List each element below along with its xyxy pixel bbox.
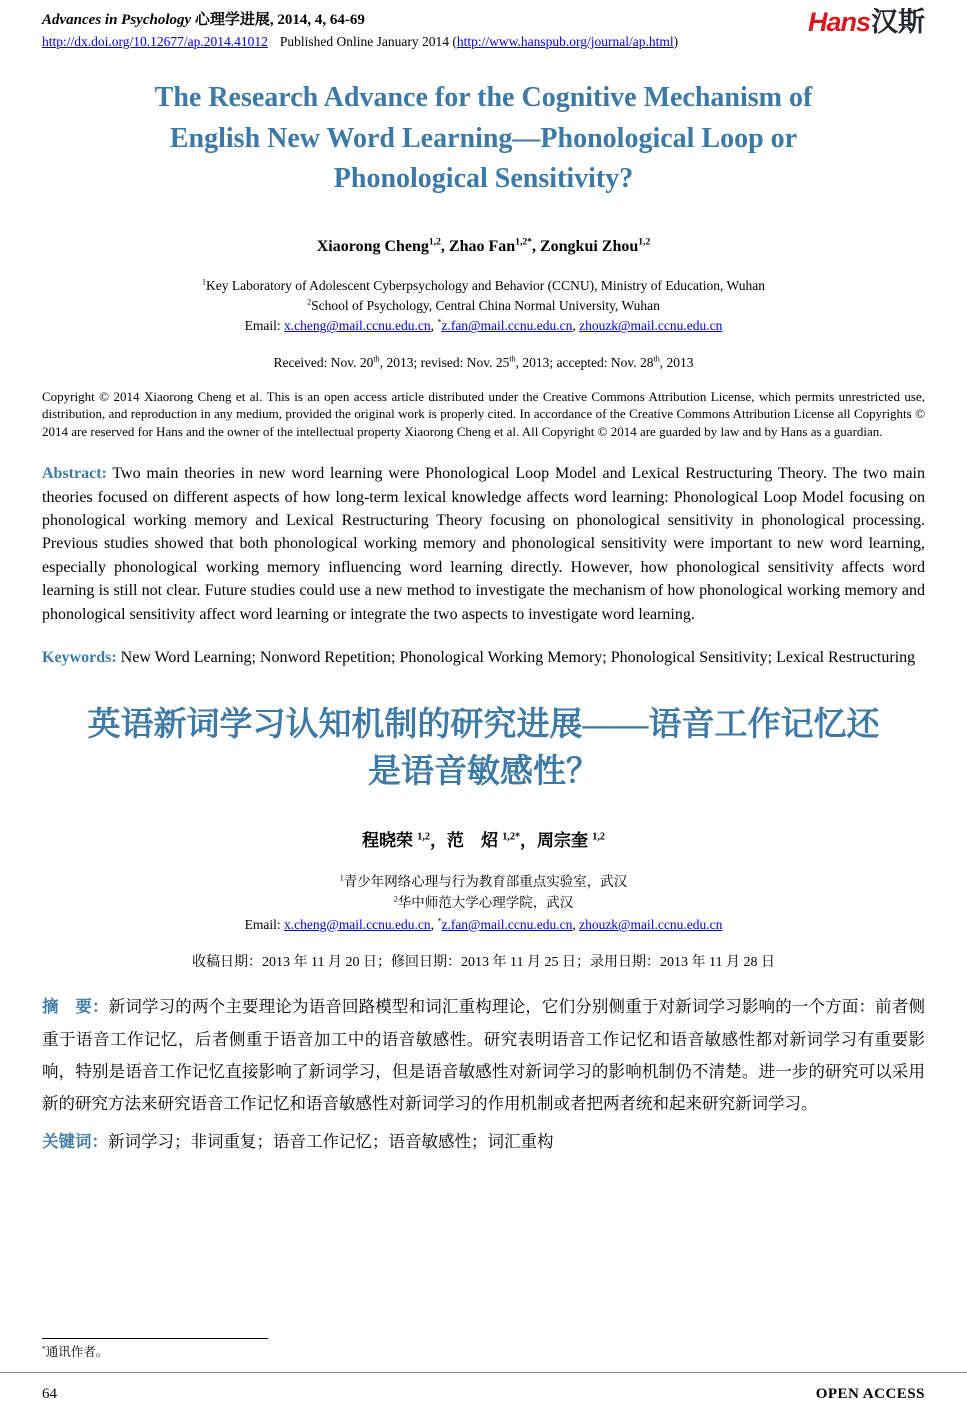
abstract-zh (42, 991, 925, 1120)
footnote-star: * (42, 1343, 46, 1353)
received-dates-zh: 收稿日期：2013 年 11 月 20 日；修回日期：2013 年 11 月 25 日；录用日期：2013 年 11 月 28 日 (192, 955, 775, 971)
abstract-zh-label: 摘 要： (42, 997, 109, 1017)
page-number: 64 (42, 1386, 57, 1402)
email-line-zh (42, 914, 925, 936)
affiliations-zh (42, 871, 925, 936)
affiliation-marker: 2 (307, 297, 312, 307)
published-online-close: ) (673, 34, 679, 49)
email-label: Email: (244, 916, 285, 932)
email-separator: , (430, 318, 438, 334)
email-link-1[interactable]: x.cheng@mail.ccnu.edu.cn (284, 318, 431, 334)
author-name-zh: 范 炤 (446, 830, 503, 850)
affiliation-text: School of Psychology, Central China Normal University, Wuhan (311, 298, 660, 314)
author-name: Zhao Fan (448, 237, 516, 255)
affiliation-zh-1 (42, 871, 925, 893)
email-link-2[interactable]: z.fan@mail.ccnu.edu.cn (441, 916, 573, 932)
hans-logo-chinese: 汉斯 (871, 7, 925, 37)
keywords-zh (42, 1126, 925, 1157)
author-separator: , (440, 237, 449, 255)
author-separator: ， (429, 830, 447, 850)
email-line (42, 316, 925, 336)
email-separator: , (572, 916, 580, 932)
authors-zh (42, 826, 925, 851)
corresponding-author-footnote (42, 1342, 268, 1360)
keywords-zh-text: 新词学习；非词重复；语音工作记忆；语音敏感性；词汇重构 (108, 1132, 554, 1152)
email-separator: , (572, 318, 580, 334)
journal-issue-info: 心理学进展, 2014, 4, 64-69 (194, 12, 365, 28)
author-separator: ， (520, 830, 538, 850)
article-title-zh (42, 702, 925, 796)
author-affiliation-marker: 1,2 (428, 236, 441, 248)
author-name: Zongkui Zhou (539, 237, 639, 255)
author-affiliation-marker: 1,2* (515, 236, 532, 248)
author-affiliation-marker: 1,2 (592, 830, 606, 842)
journal-info (42, 8, 678, 50)
author-affiliation-marker: 1,2 (638, 236, 651, 248)
email-link-3[interactable]: zhouzk@mail.ccnu.edu.cn (579, 916, 723, 932)
author-name-zh: 程晓荣 (361, 830, 418, 850)
affiliation-marker: 2 (393, 894, 398, 904)
keywords-label: Keywords: (42, 648, 117, 666)
affiliation-1 (42, 276, 925, 296)
author-name-zh: 周宗奎 (537, 830, 593, 850)
copyright-notice: Copyright © 2014 Xiaorong Cheng et al. This is an open access article distributed under the Creative Commons Attribution License, which permits unrestricted use, distribution, and reproduction in any medium, provided the original work is properly cited. In accordance of the Creative Commons Attribution License all Copyrights © 2014 are reserved for Hans and the owner of the intellectual property Xiaorong Cheng et al. All Copyright © 2014 are guarded by law and by Hans as a guardian. (42, 388, 925, 440)
title-line-2: English New Word Learning—Phonological Loop or (169, 122, 798, 154)
journal-title: Advances in Psychology (42, 12, 192, 28)
author-separator: , (531, 237, 540, 255)
affiliation-marker: 1 (339, 873, 344, 883)
doi-link[interactable]: http://dx.doi.org/10.12677/ap.2014.41012 (42, 34, 268, 49)
author-name: Xiaorong Cheng (316, 237, 429, 255)
author-affiliation-marker: 1,2 (417, 830, 430, 842)
keywords-zh-label: 关键词： (42, 1132, 108, 1152)
affiliation-2 (42, 296, 925, 316)
keywords-en (42, 646, 925, 670)
author-affiliation-marker: 1,2* (502, 830, 521, 842)
keywords-text: New Word Learning; Nonword Repetition; Phonological Working Memory; Phonological Sensitivity; Lexical Restructuring (116, 648, 916, 666)
affiliation-zh-2 (42, 892, 925, 914)
authors-en (42, 238, 925, 256)
title-zh-line-2: 是语音敏感性？ (368, 753, 599, 790)
title-line-3: Phonological Sensitivity? (333, 163, 634, 195)
title-line-1: The Research Advance for the Cognitive Mechanism of (154, 82, 813, 113)
hans-logo (808, 8, 925, 38)
abstract-en (42, 462, 925, 626)
corresponding-author-star: * (437, 317, 442, 327)
affiliation-text: 华中师范大学心理学院，武汉 (397, 895, 574, 911)
affiliation-marker: 1 (201, 277, 207, 287)
published-online-text: Published Online January 2014 ( (279, 34, 457, 49)
journal-homepage-link[interactable]: http://www.hanspub.org/journal/ap.html (456, 34, 674, 49)
abstract-label: Abstract: (42, 465, 107, 483)
doi-line (42, 34, 678, 50)
abstract-text: Two main theories in new word learning were Phonological Loop Model and Lexical Restructuring Theory. The two main theories focused on different aspects of how long-term lexical knowledge affects word learning: Phonological Loop Model focusing on phonological working memory and Lexical Restructuring Theory focusing on phonological sensitivity in phonological processing. Previous studies showed that both phonological working memory and phonological sensitivity were important to new word learning, especially phonological working memory influencing word learning directly. However, how phonological sensitivity affects word learning is still not clear. Future studies could use a new method to investigate the mechanism of how phonological working memory and phonological sensitivity affect word learning or integrate the two aspects to investigate word learning. (42, 465, 925, 623)
abstract-zh-text: 新词学习的两个主要理论为语音回路模型和词汇重构理论，它们分别侧重于对新词学习影响的一个方面：前者侧重于语音工作记忆，后者侧重于语音加工中的语音敏感性。研究表明语音工作记忆和语音敏感性都对新词学习有重要影响，特别是语音工作记忆直接影响了新词学习，但是语音敏感性对新词学习的影响机制仍不清楚。进一步的研究可以采用新的研究方法来研究语音工作记忆和语音敏感性对新词学习的作用机制或者把两者统和起来研究新词学习。 (42, 997, 926, 1113)
received-dates-en: Received: Nov. 20th, 2013; revised: Nov. 25th, 2013; accepted: Nov. 28th, 2013 (273, 354, 694, 370)
affiliation-text: 青少年网络心理与行为教育部重点实验室，武汉 (343, 873, 628, 889)
affiliation-text: Key Laboratory of Adolescent Cyberpsychology and Behavior (CCNU), Ministry of Education, Wuhan (206, 277, 765, 293)
footer-divider (0, 1372, 967, 1373)
affiliations-en (42, 276, 925, 337)
footnote-text: 通讯作者。 (45, 1345, 109, 1359)
email-label: Email: (244, 318, 285, 334)
article-title-en (42, 78, 925, 200)
footnote-rule (42, 1338, 268, 1339)
hans-logo-latin: Hans (807, 7, 870, 37)
page-header (42, 8, 925, 50)
open-access-label: OPEN ACCESS (815, 1386, 925, 1402)
email-link-2[interactable]: z.fan@mail.ccnu.edu.cn (441, 318, 573, 334)
footnote-area (42, 1338, 268, 1360)
email-separator: , (430, 916, 438, 932)
email-link-3[interactable]: zhouzk@mail.ccnu.edu.cn (579, 318, 723, 334)
email-link-1[interactable]: x.cheng@mail.ccnu.edu.cn (284, 916, 431, 932)
corresponding-author-star: * (437, 916, 442, 926)
journal-line (42, 8, 678, 29)
page-footer (42, 1386, 925, 1403)
title-zh-line-1: 英语新词学习认知机制的研究进展——语音工作记忆还 (87, 706, 880, 743)
